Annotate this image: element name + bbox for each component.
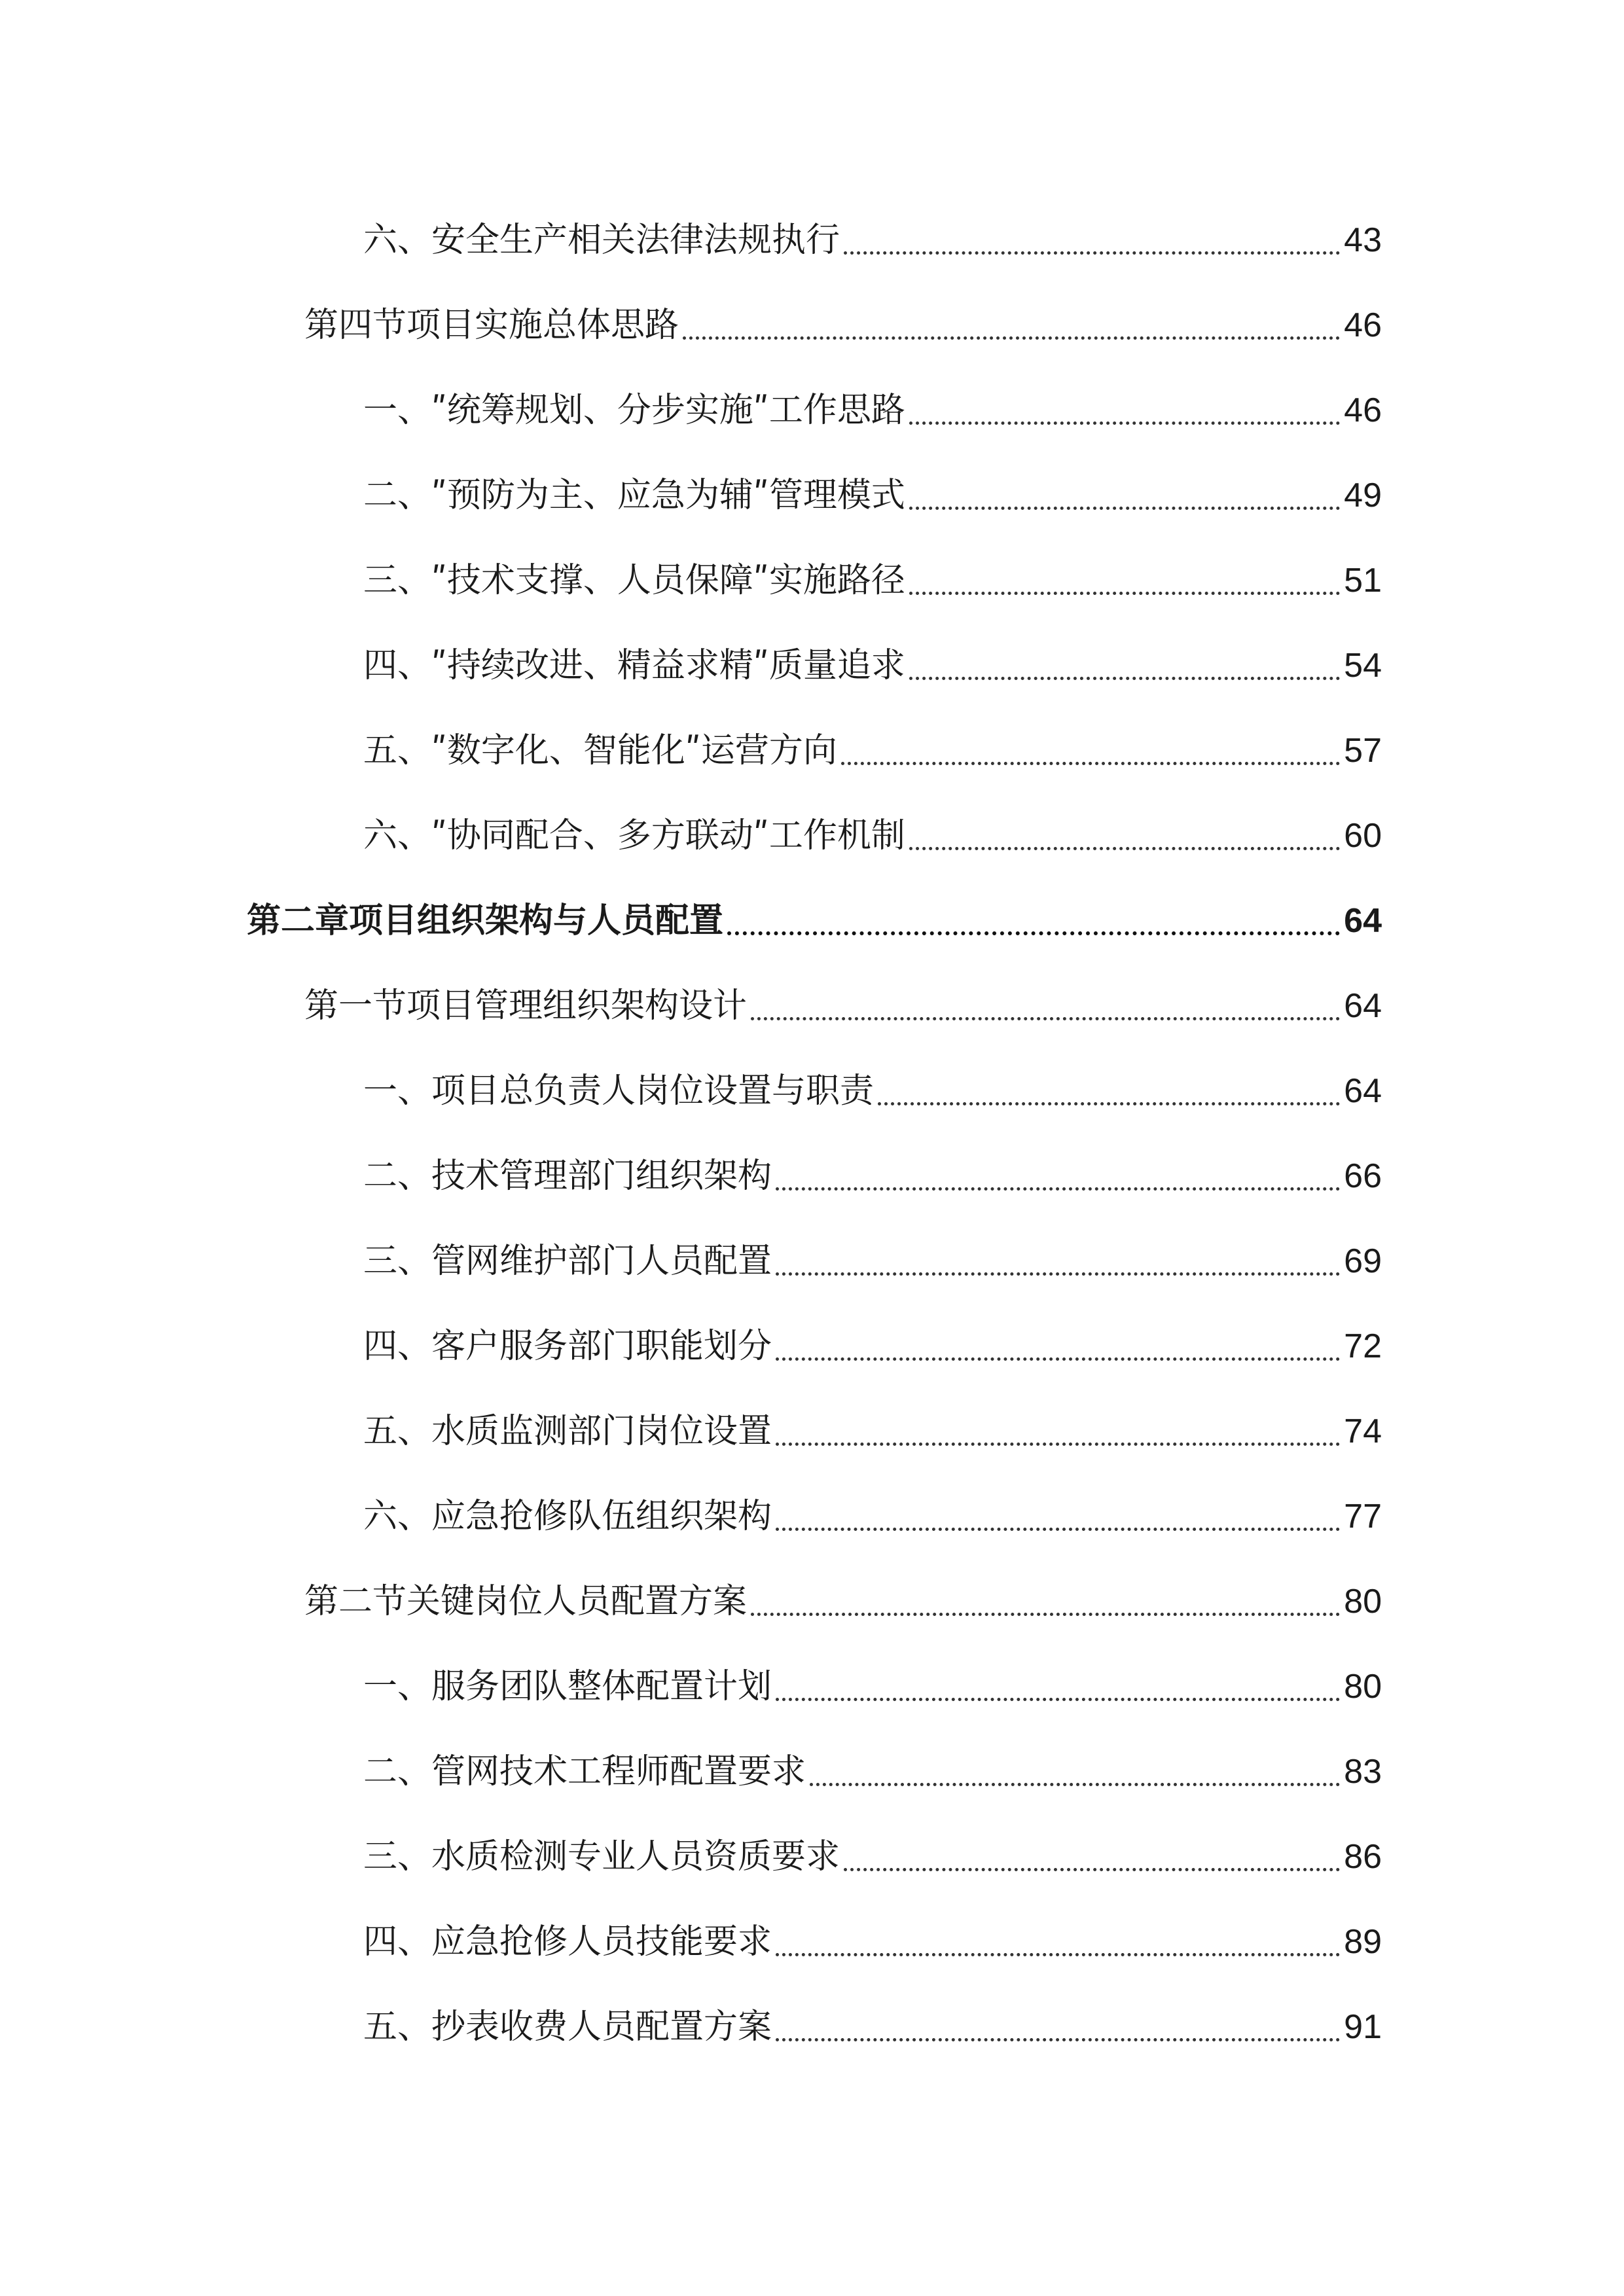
toc-entry-title: 第一节项目管理组织架构设计 [304,986,748,1026]
toc-entry[interactable] [363,1150,1382,1202]
toc-page-number: 54 [1344,647,1382,685]
toc-dot-leader [909,422,1340,425]
toc-dot-leader [878,1102,1340,1105]
toc-entry[interactable] [363,469,1382,522]
toc-page-number: 57 [1344,732,1382,770]
toc-entry-title: 第二节关键岗位人员配置方案 [304,1582,748,1621]
toc-entry-title: 二、技术管理部门组织架构 [363,1157,772,1196]
toc-dot-leader [844,251,1340,255]
toc-entry[interactable] [363,1235,1382,1287]
toc-entry-title: 一、ʺ统筹规划、分步实施ʺ工作思路 [363,391,905,430]
toc-entry[interactable] [363,1746,1382,1798]
toc-page-number: 46 [1344,306,1382,344]
toc-chapter-entry[interactable] [247,895,1382,947]
toc-page-number: 80 [1344,1583,1382,1621]
toc-dot-leader [776,1187,1340,1191]
toc-entry[interactable] [363,1660,1382,1713]
toc-entry-title: 四、客户服务部门职能划分 [363,1327,772,1366]
toc-entry[interactable] [363,2001,1382,2053]
toc-dot-leader [751,1613,1340,1616]
toc-entry-title: 三、ʺ技术支撑、人员保障ʺ实施路径 [363,561,905,600]
toc-entry-title: 六、ʺ协同配合、多方联动ʺ工作机制 [363,816,905,855]
toc-dot-leader [909,847,1340,850]
toc-page-number: 80 [1344,1668,1382,1706]
toc-dot-leader [776,1357,1340,1361]
toc-dot-leader [727,931,1340,935]
toc-entry-title: 二、管网技术工程师配置要求 [363,1752,806,1791]
toc-entry-title: 六、应急抢修队伍组织架构 [363,1497,772,1536]
toc-entry[interactable] [363,554,1382,607]
toc-page-number: 64 [1344,902,1382,940]
toc-dot-leader [909,507,1340,510]
toc-entry[interactable] [363,810,1382,862]
toc-entry[interactable] [363,214,1382,266]
toc-page-number: 83 [1344,1753,1382,1791]
toc-entry[interactable] [363,1490,1382,1543]
toc-dot-leader [776,1953,1340,1956]
toc-entry-title: 二、ʺ预防为主、应急为辅ʺ管理模式 [363,476,905,515]
toc-entry-title: 四、应急抢修人员技能要求 [363,1922,772,1962]
toc-entry-title: 一、项目总负责人岗位设置与职责 [363,1071,875,1111]
toc-entry[interactable] [304,980,1382,1032]
toc-page-number: 72 [1344,1327,1382,1365]
toc-dot-leader [844,1868,1340,1871]
toc-dot-leader [776,1698,1340,1701]
toc-page-number: 77 [1344,1498,1382,1535]
toc-page-number: 66 [1344,1157,1382,1195]
toc-entry[interactable] [304,299,1382,351]
toc-entry[interactable] [363,639,1382,692]
toc-page-number: 86 [1344,1838,1382,1876]
toc-entry[interactable] [304,1575,1382,1628]
toc-dot-leader [909,592,1340,595]
toc-entry-title: 六、安全生产相关法律法规执行 [363,221,840,260]
toc-entry[interactable] [363,1916,1382,1968]
toc-entry-title: 第四节项目实施总体思路 [304,306,679,345]
toc-page-number: 91 [1344,2008,1382,2046]
toc-page-number: 49 [1344,476,1382,514]
toc-entry-title: 四、ʺ持续改进、精益求精ʺ质量追求 [363,646,905,685]
toc-entry[interactable] [363,1320,1382,1372]
toc-entry-title: 一、服务团队整体配置计划 [363,1667,772,1706]
toc-page-number: 60 [1344,817,1382,855]
toc-entry-title: 第二章项目组织架构与人员配置 [247,901,724,941]
toc-dot-leader [776,1272,1340,1276]
toc-entry[interactable] [363,1065,1382,1117]
toc-dot-leader [776,2038,1340,2041]
toc-dot-leader [810,1783,1340,1786]
toc-page-number: 74 [1344,1412,1382,1450]
toc-entry-title: 三、水质检测专业人员资质要求 [363,1837,840,1876]
toc-dot-leader [776,1443,1340,1446]
toc-entry-title: 五、抄表收费人员配置方案 [363,2007,772,2047]
toc-dot-leader [776,1528,1340,1531]
toc-entry[interactable] [363,384,1382,437]
toc-page-number: 64 [1344,1072,1382,1110]
toc-entry[interactable] [363,725,1382,777]
toc-entry[interactable] [363,1831,1382,1883]
toc-entry-title: 五、ʺ数字化、智能化ʺ运营方向 [363,731,837,770]
toc-page-number: 51 [1344,562,1382,600]
toc-page-number: 46 [1344,391,1382,429]
toc-dot-leader [841,762,1340,765]
toc-entry-title: 三、管网维护部门人员配置 [363,1242,772,1281]
toc-page-number: 89 [1344,1923,1382,1961]
toc-dot-leader [683,336,1340,340]
toc-entry-title: 五、水质监测部门岗位设置 [363,1412,772,1451]
toc-page-number: 64 [1344,987,1382,1025]
toc-page-number: 43 [1344,221,1382,259]
toc-entry[interactable] [363,1405,1382,1458]
toc-dot-leader [751,1017,1340,1020]
toc-page-number: 69 [1344,1242,1382,1280]
toc-dot-leader [909,677,1340,680]
